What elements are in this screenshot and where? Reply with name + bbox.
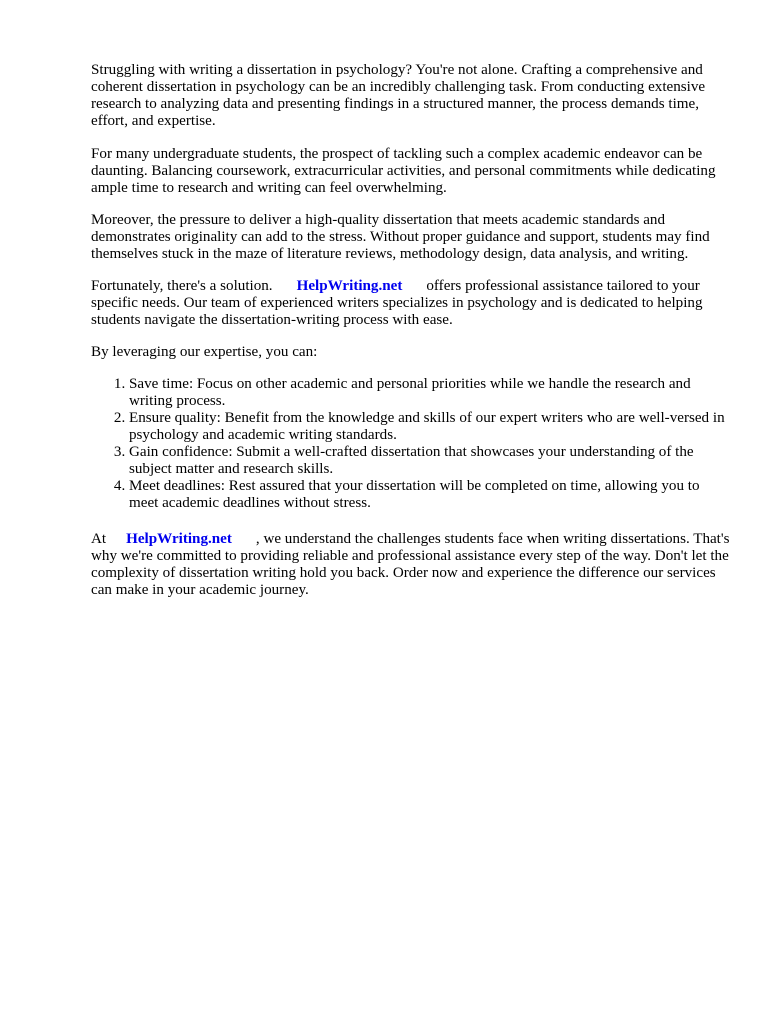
helpwriting-link[interactable]: HelpWriting.net <box>296 278 403 294</box>
solution-text-after: offers professional assistance tailored to your specific needs. Our team of experienced writers specializes in psychology and is dedicated to helping students navigate the dissertation-writing process with ease. <box>91 278 703 328</box>
list-item: 3. Gain confidence: Submit a well-crafted dissertation that showcases your understanding of the subject matter and research skills. <box>129 444 731 478</box>
intro-paragraph: Struggling with writing a dissertation in psychology? You're not alone. Crafting a comprehensive and coherent dissertation in psychology can be an incredibly challenging task. From conducting extensive research to analyzing data and presenting findings in a structured manner, the process demands time, effort, and expertise. <box>91 62 706 129</box>
document-body <box>91 62 731 614</box>
leverage-paragraph: By leveraging our expertise, you can: <box>91 344 318 360</box>
list-item: 4. Meet deadlines: Rest assured that your dissertation will be completed on time, allowing you to meet academic deadlines without stress. <box>129 478 731 512</box>
closing-paragraph <box>91 531 731 599</box>
list-item: 2. Ensure quality: Benefit from the knowledge and skills of our expert writers who are well-versed in psychology and academic writing standards. <box>129 410 731 444</box>
solution-paragraph <box>91 278 731 329</box>
helpwriting-link[interactable]: HelpWriting.net <box>126 531 232 547</box>
pressure-paragraph: Moreover, the pressure to deliver a high-quality dissertation that meets academic standards and demonstrates originality can add to the stress. Without proper guidance and support, students may find themselves stuck in the maze of literature reviews, methodology design, data analysis, and writing. <box>91 212 710 262</box>
closing-text-before: At <box>91 531 107 547</box>
benefits-list <box>91 376 731 512</box>
students-paragraph: For many undergraduate students, the prospect of tackling such a complex academic endeavor can be daunting. Balancing coursework, extracurricular activities, and personal commitments while dedicating ample time to research and writing can feel overwhelming. <box>91 146 716 196</box>
closing-text-after: , we understand the challenges students face when writing dissertations. That's why we're committed to providing reliable and professional assistance every step of the way. Don't let the complexity of dissertation writing hold you back. Order now and experience the difference our services can make in your academic journey. <box>91 531 730 598</box>
list-item: 1. Save time: Focus on other academic and personal priorities while we handle the research and writing process. <box>129 376 731 410</box>
solution-text-before: Fortunately, there's a solution. <box>91 278 273 294</box>
